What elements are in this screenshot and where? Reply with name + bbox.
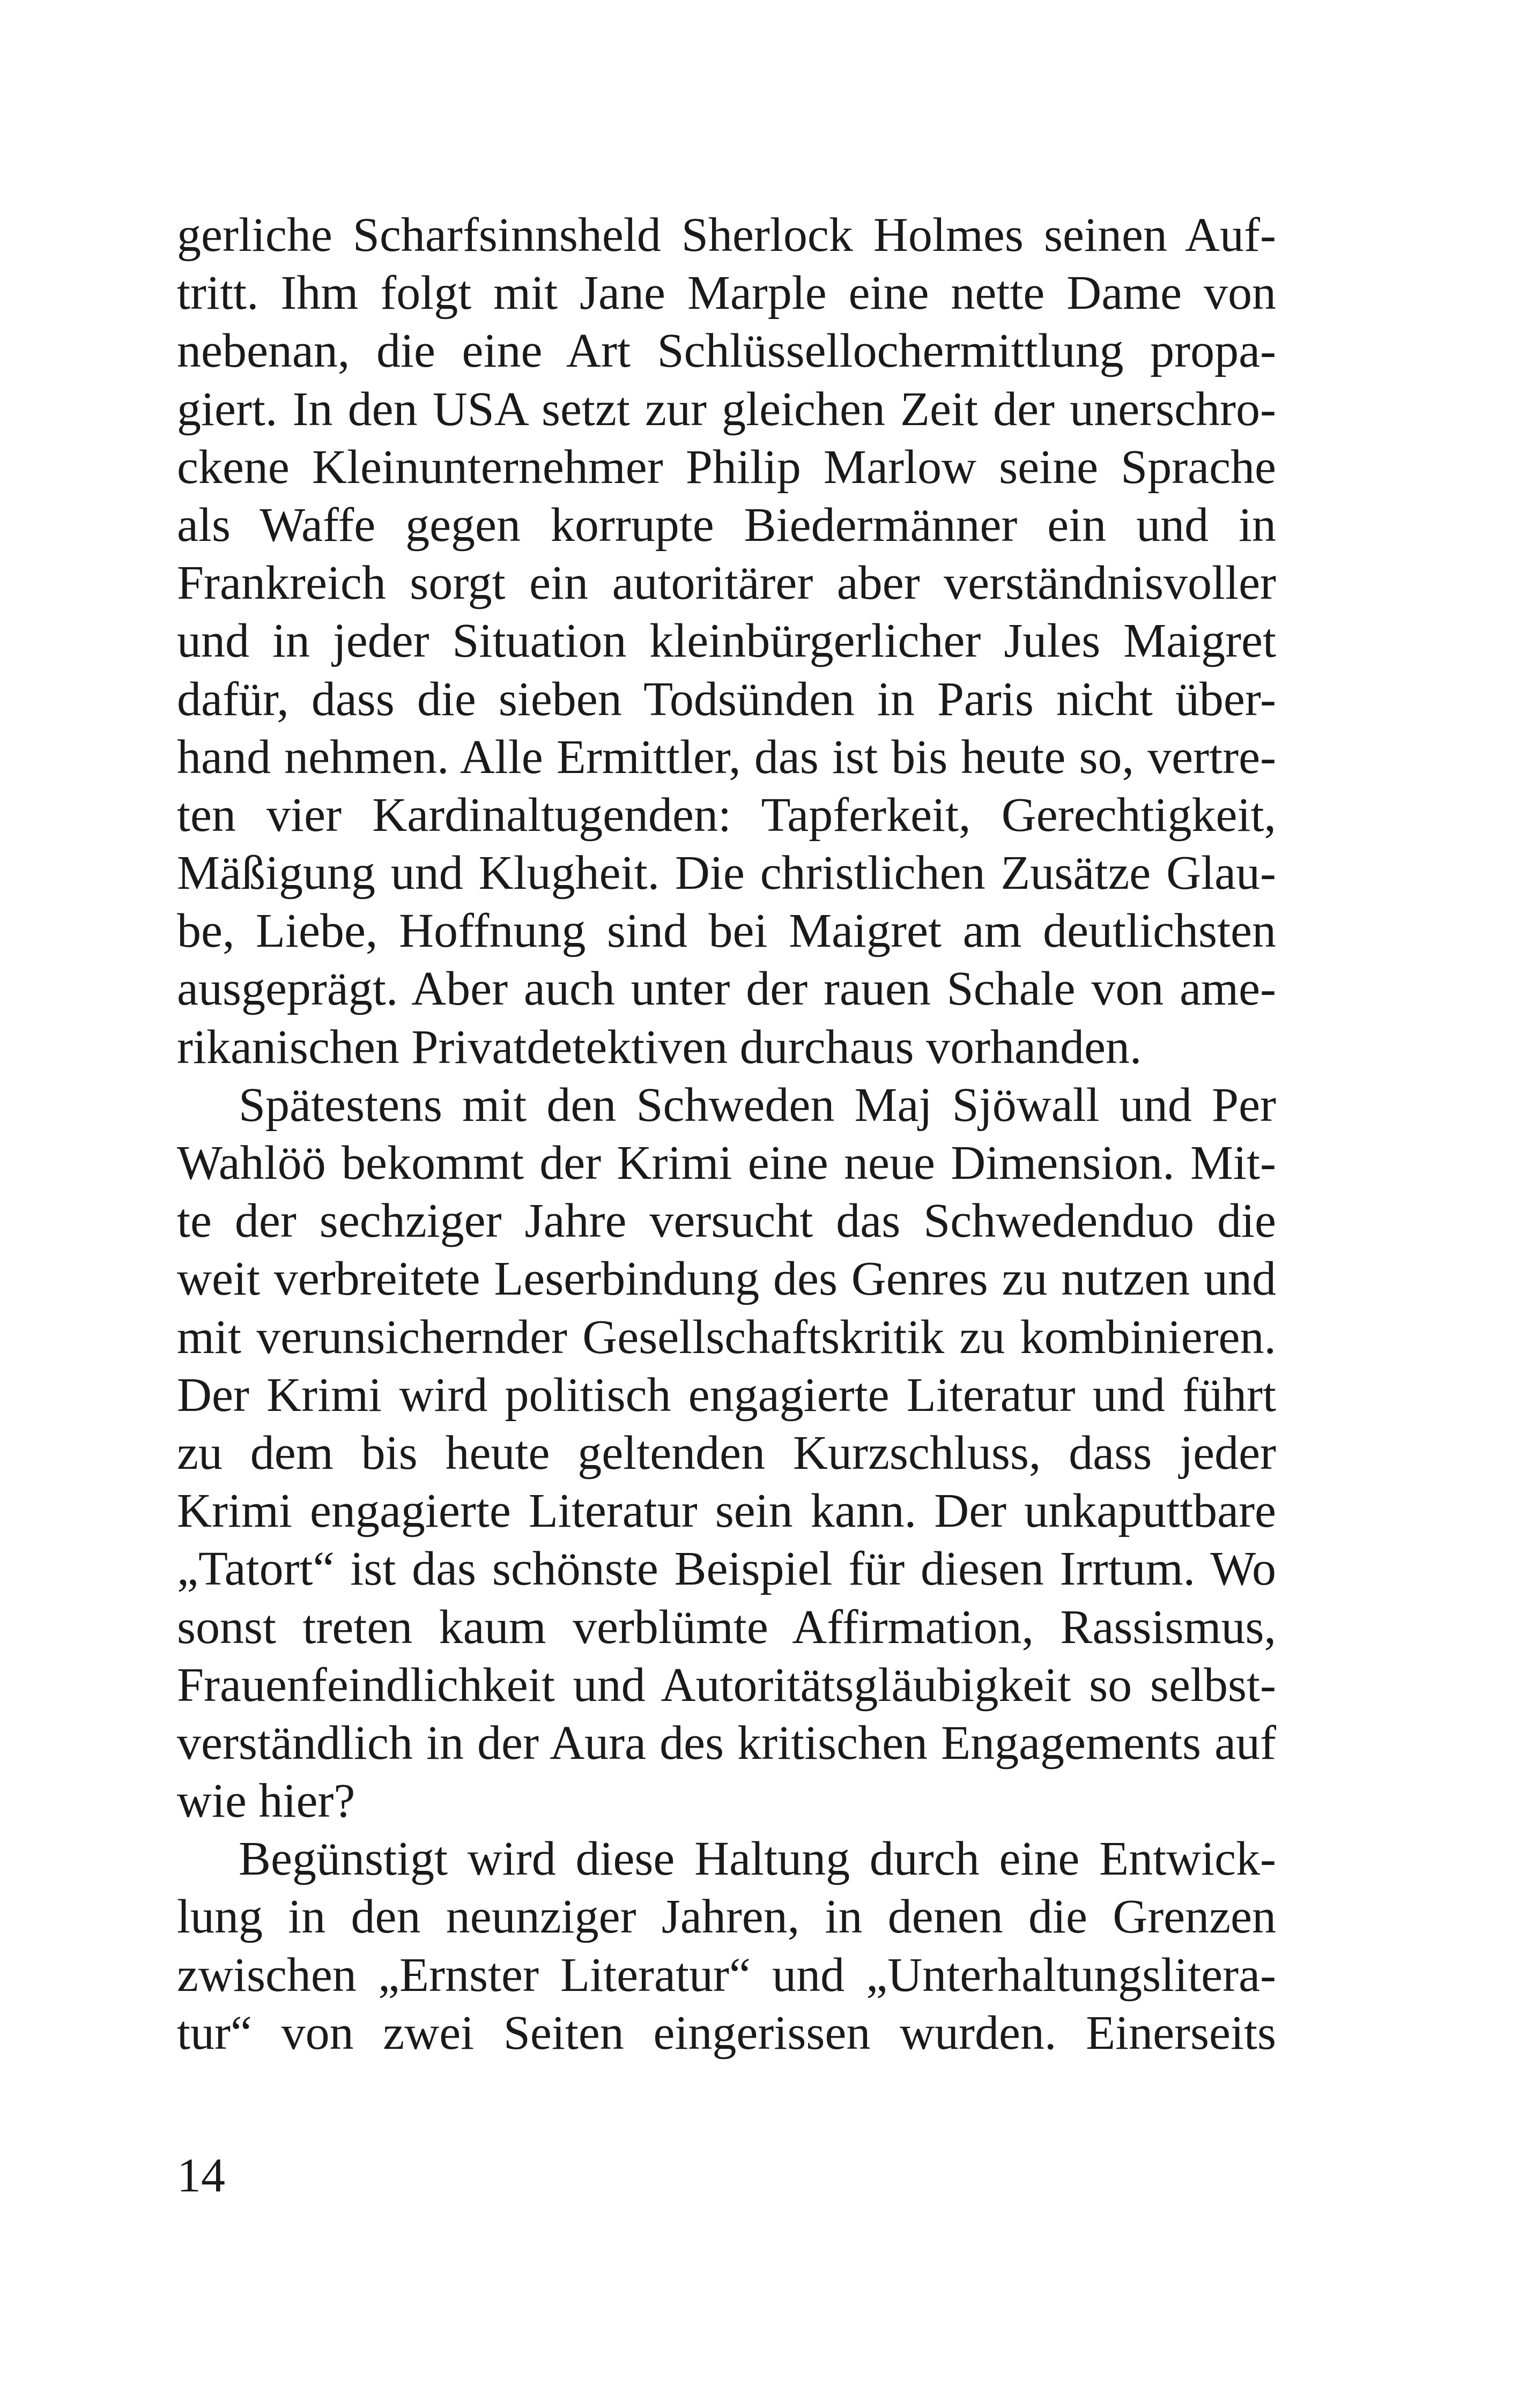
text-line: wie hier? [177, 1774, 355, 1828]
text-line: sonst treten kaum verblümte Affirmation, Rassismus, [177, 1600, 1276, 1654]
text-line: Frankreich sorgt ein autoritärer aber verständnisvoller [177, 556, 1276, 610]
text-line: zu dem bis heute geltenden Kurzschluss, dass jeder [177, 1426, 1276, 1480]
text-line: te der sechziger Jahre versucht das Schwedenduo die [177, 1194, 1276, 1248]
text-line: weit verbreitete Leserbindung des Genres zu nutzen und [177, 1252, 1276, 1306]
text-line: Wahlöö bekommt der Krimi eine neue Dimension. Mit- [177, 1136, 1276, 1190]
page-number: 14 [177, 2149, 225, 2202]
text-line: mit verunsichernder Gesellschaftskritik zu kombinieren. [177, 1310, 1276, 1364]
text-line: gerliche Scharfsinnsheld Sherlock Holmes seinen Auf- [177, 209, 1276, 262]
text-line: giert. In den USA setzt zur gleichen Zeit der unerschro- [177, 382, 1276, 436]
body-text [177, 206, 1276, 2062]
text-line: ckene Kleinunternehmer Philip Marlow seine Sprache [177, 440, 1276, 494]
text-line: tur“ von zwei Seiten eingerissen wurden. Einerseits [177, 2006, 1276, 2060]
text-line: Frauenfeindlichkeit und Autoritätsgläubigkeit so selbst- [177, 1658, 1276, 1712]
text-line: Spätestens mit den Schweden Maj Sjöwall und Per [239, 1078, 1276, 1132]
text-line: Krimi engagierte Literatur sein kann. Der unkaputtbare [177, 1484, 1276, 1538]
text-line: „Tatort“ ist das schönste Beispiel für diesen Irrtum. Wo [177, 1542, 1276, 1596]
text-line: und in jeder Situation kleinbürgerlicher Jules Maigret [177, 614, 1276, 668]
text-line: be, Liebe, Hoffnung sind bei Maigret am deutlichsten [177, 904, 1276, 958]
text-line: tritt. Ihm folgt mit Jane Marple eine nette Dame von [177, 266, 1276, 320]
text-line: ten vier Kardinaltugenden: Tapferkeit, Gerechtigkeit, [177, 788, 1276, 842]
text-line: Der Krimi wird politisch engagierte Literatur und führt [177, 1368, 1276, 1422]
text-line: zwischen „Ernster Literatur“ und „Unterhaltungslitera- [177, 1948, 1276, 2002]
text-line: als Waffe gegen korrupte Biedermänner ein und in [177, 498, 1276, 552]
text-line: Mäßigung und Klugheit. Die christlichen Zusätze Glau- [177, 846, 1276, 900]
text-line: rikanischen Privatdetektiven durchaus vorhanden. [177, 1020, 1142, 1074]
text-line: nebenan, die eine Art Schlüssellochermittlung propa- [177, 324, 1276, 378]
text-line: dafür, dass die sieben Todsünden in Paris nicht über- [177, 672, 1276, 726]
text-line: lung in den neunziger Jahren, in denen die Grenzen [177, 1890, 1276, 1944]
text-line: hand nehmen. Alle Ermittler, das ist bis heute so, vertre- [177, 730, 1276, 784]
text-line: verständlich in der Aura des kritischen Engagements auf [177, 1716, 1276, 1770]
text-line: Begünstigt wird diese Haltung durch eine Entwick- [239, 1832, 1276, 1886]
text-line: ausgeprägt. Aber auch unter der rauen Schale von ame- [177, 962, 1276, 1016]
